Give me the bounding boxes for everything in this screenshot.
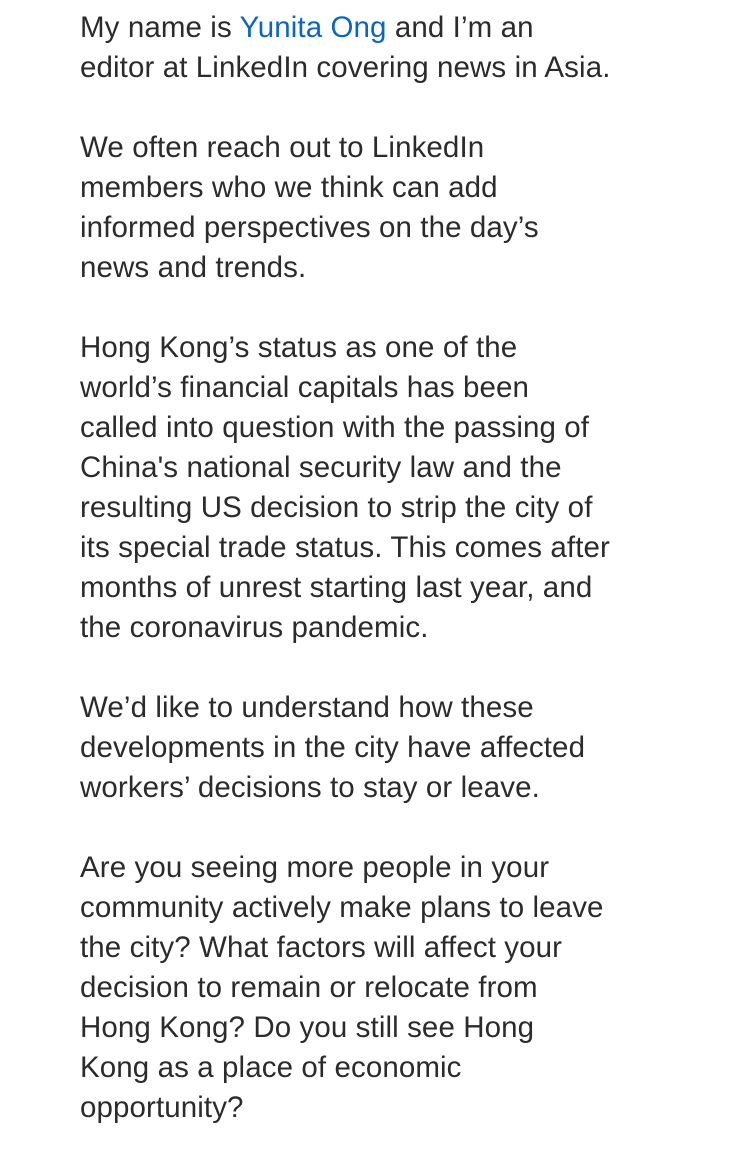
paragraph-line: community actively make plans to leave <box>80 891 604 924</box>
paragraph-context <box>80 328 680 648</box>
paragraph-line: news and trends. <box>80 251 307 284</box>
paragraph-line: resulting US decision to strip the city of <box>80 491 593 524</box>
paragraph-line: decision to remain or relocate from <box>80 971 538 1004</box>
intro-line-1 <box>80 8 680 48</box>
paragraph-line: Are you seeing more people in your <box>80 851 550 884</box>
paragraph-line: opportunity? <box>80 1091 244 1124</box>
author-profile-link[interactable]: Yunita Ong <box>239 11 387 44</box>
paragraph-line: developments in the city have affected <box>80 731 586 764</box>
paragraph-line: Hong Kong’s status as one of the <box>80 331 518 364</box>
paragraph-line: months of unrest starting last year, and <box>80 571 593 604</box>
paragraph-line: Hong Kong? Do you still see Hong <box>80 1011 535 1044</box>
paragraph-line: members who we think can add <box>80 171 498 204</box>
paragraph-line: world’s financial capitals has been <box>80 371 529 404</box>
paragraph-line: the coronavirus pandemic. <box>80 611 429 644</box>
intro-paragraph <box>80 8 680 88</box>
paragraph-line: Kong as a place of economic <box>80 1051 462 1084</box>
intro-line-2: editor at LinkedIn covering news in Asia. <box>80 51 611 84</box>
paragraph-questions <box>80 848 680 1128</box>
paragraph-line: informed perspectives on the day’s <box>80 211 539 244</box>
paragraph-line: We’d like to understand how these <box>80 691 534 724</box>
intro-text-before: My name is <box>80 11 240 44</box>
paragraph-goal <box>80 688 680 808</box>
intro-text-after: and I’m an <box>386 11 534 44</box>
paragraph-line: China's national security law and the <box>80 451 562 484</box>
paragraph-line: its special trade status. This comes after <box>80 531 610 564</box>
paragraph-line: called into question with the passing of <box>80 411 590 444</box>
message-body <box>80 8 680 1168</box>
paragraph-line: We often reach out to LinkedIn <box>80 131 485 164</box>
paragraph-line: the city? What factors will affect your <box>80 931 563 964</box>
paragraph-line: workers’ decisions to stay or leave. <box>80 771 540 804</box>
paragraph-outreach <box>80 128 680 288</box>
